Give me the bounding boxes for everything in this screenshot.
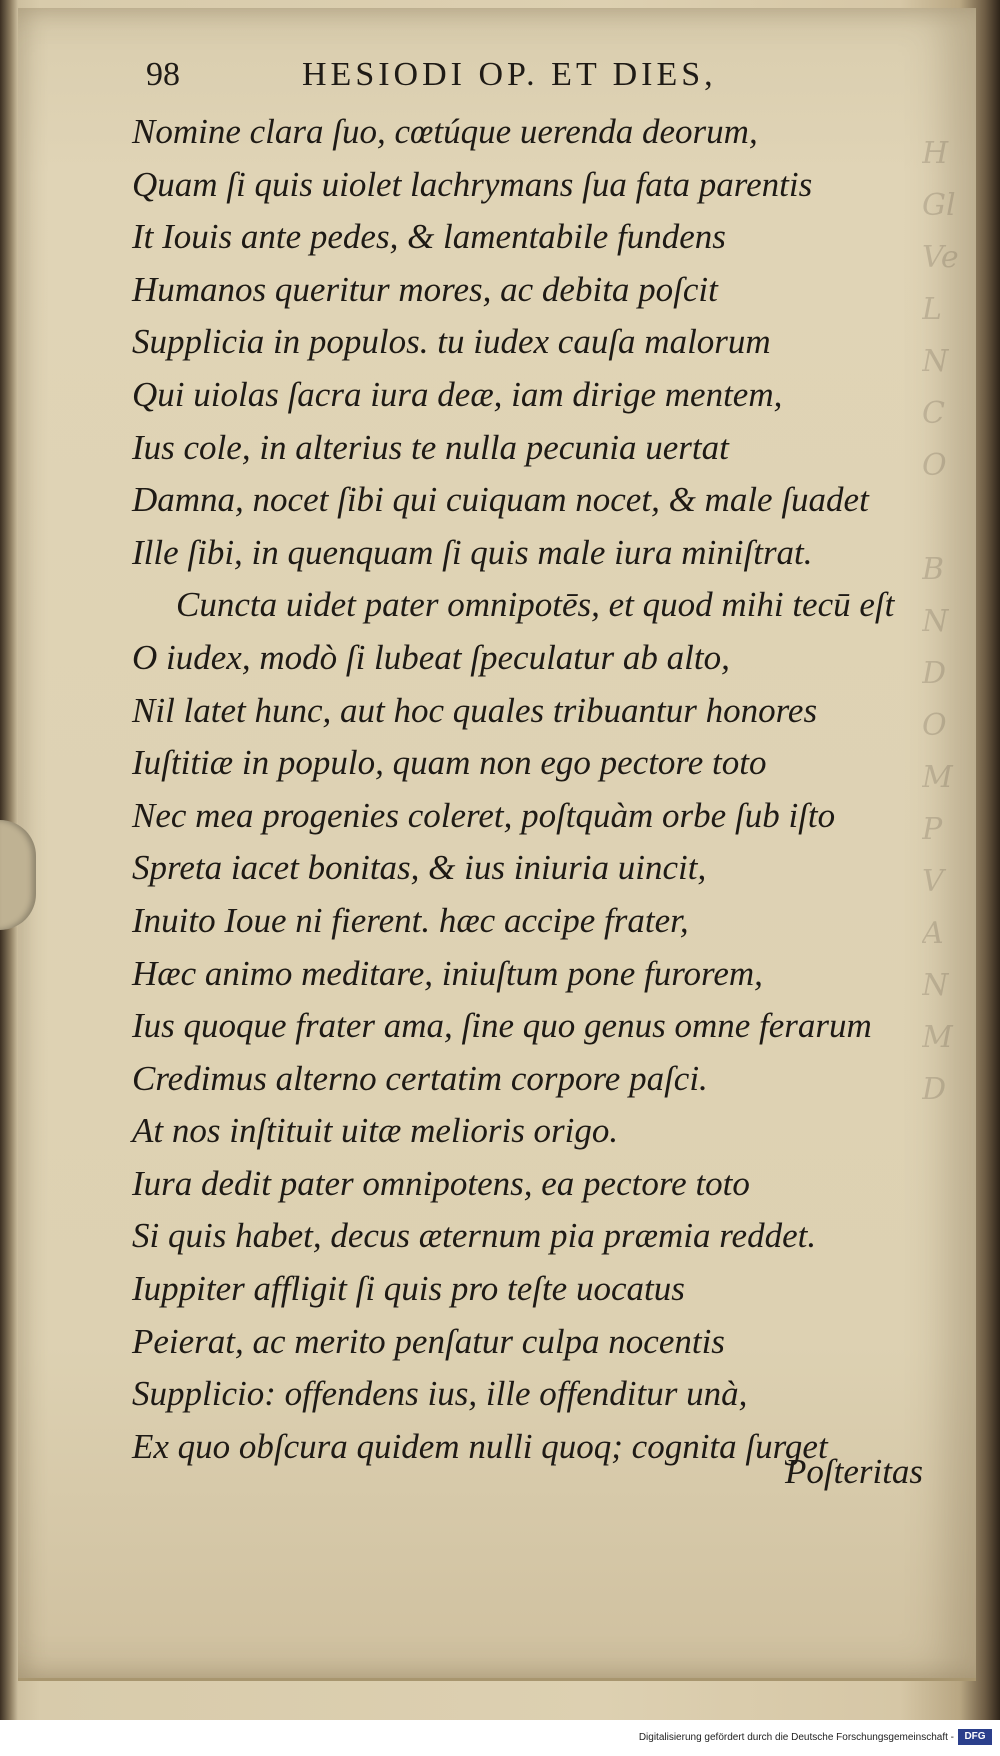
verse-line: Iuſtitiæ in populo, quam non ego pectore toto bbox=[132, 743, 767, 783]
verse-line: O iudex, modò ſi lubeat ſpeculatur ab alto, bbox=[132, 637, 730, 677]
dfg-logo: DFG bbox=[958, 1729, 992, 1745]
verse-line: Qui uiolas ſacra iura deæ, iam dirige mentem, bbox=[132, 374, 783, 414]
verse-line: Iura dedit pater omnipotens, ea pectore toto bbox=[132, 1163, 750, 1203]
page-header bbox=[146, 52, 786, 102]
footer-credit: Digitalisierung gefördert durch die Deutsche Forschungsgemeinschaft - bbox=[638, 1732, 954, 1743]
running-title: HESIODI OP. ET DIES, bbox=[302, 56, 717, 93]
verse-line: Nil latet hunc, aut hoc quales tribuantur honores bbox=[132, 690, 818, 730]
verse-line: Humanos queritur mores, ac debita poſcit bbox=[132, 269, 718, 309]
verse-list bbox=[132, 106, 972, 1473]
verse-line: Ille ſibi, in quenquam ſi quis male iura miniſtrat. bbox=[132, 532, 813, 572]
verse-line: Ius cole, in alterius te nulla pecunia uertat bbox=[132, 427, 729, 467]
verse-line: Peierat, ac merito penſatur culpa nocentis bbox=[132, 1321, 725, 1361]
verse-line: Cuncta uidet pater omnipotēs, et quod mihi tecū eſt bbox=[176, 585, 895, 625]
verse-line: At nos inſtituit uitæ melioris origo. bbox=[132, 1111, 619, 1151]
verse-line: Nec mea progenies coleret, poſtquàm orbe ſub iſto bbox=[132, 795, 836, 835]
verse-line: Supplicia in populos. tu iudex cauſa malorum bbox=[132, 322, 771, 362]
verse-line: Ex quo obſcura quidem nulli quoq; cognita ſurget bbox=[132, 1426, 828, 1466]
verse-line: Hæc animo meditare, iniuſtum pone furorem, bbox=[132, 953, 763, 993]
catchword: Poſteritas bbox=[785, 1452, 924, 1491]
verse-line: Iuppiter affligit ſi quis pro teſte uocatus bbox=[132, 1269, 685, 1309]
verse-line: Supplicio: offendens ius, ille offenditur unà, bbox=[132, 1374, 748, 1414]
verse-line: Quam ſi quis uiolet lachrymans ſua fata parentis bbox=[132, 164, 813, 204]
footer-bar bbox=[0, 1720, 1000, 1756]
verse-line: Damna, nocet ſibi qui cuiquam nocet, & male ſuadet bbox=[132, 480, 869, 520]
verse-line: Credimus alterno certatim corpore paſci. bbox=[132, 1058, 708, 1098]
page-number: 98 bbox=[146, 56, 180, 93]
verse-line: Spreta iacet bonitas, & ius iniuria uincit, bbox=[132, 848, 707, 888]
verse-line: Ius quoque frater ama, ſine quo genus omne ferarum bbox=[132, 1006, 872, 1046]
verse-line: It Iouis ante pedes, & lamentabile fundens bbox=[132, 217, 726, 257]
verse-line: Nomine clara ſuo, cœtúque uerenda deorum, bbox=[132, 112, 758, 151]
verse-line: Si quis habet, decus æternum pia præmia reddet. bbox=[132, 1216, 817, 1256]
verse-line: Inuito Ioue ni fierent. hæc accipe frater, bbox=[132, 900, 689, 940]
bleed-through-text: H Gl Ve L N C O B N D O M P V A N M D bbox=[922, 136, 959, 1107]
